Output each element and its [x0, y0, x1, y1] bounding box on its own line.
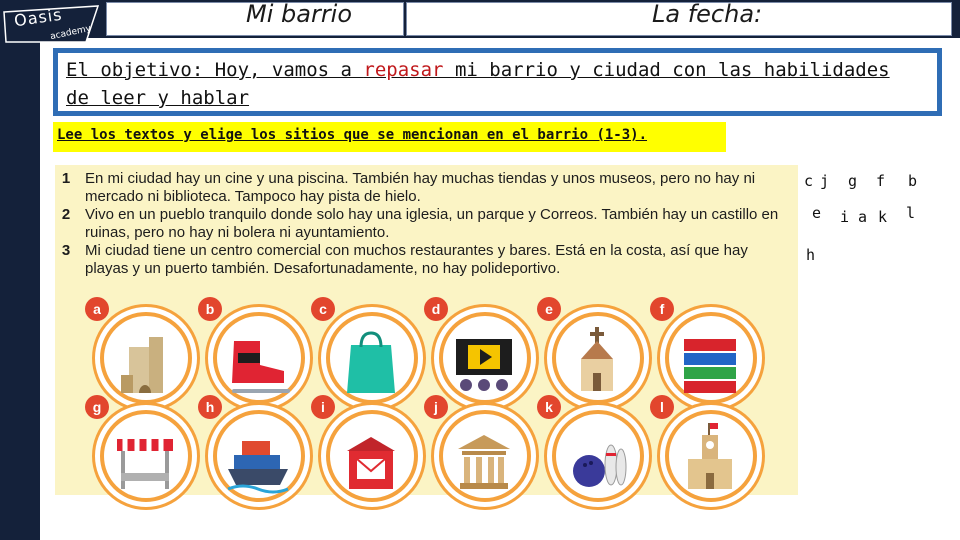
picture-h[interactable] — [198, 395, 316, 513]
picture-letter: j — [424, 395, 448, 419]
picture-k[interactable] — [537, 395, 655, 513]
picture-l[interactable] — [650, 395, 768, 513]
worksheet-panel — [55, 165, 798, 495]
answer-letter: k — [878, 208, 888, 226]
answer-letter: e — [812, 204, 822, 222]
picture-g[interactable] — [85, 395, 203, 513]
picture-letter: a — [85, 297, 109, 321]
picture-letter: c — [311, 297, 335, 321]
answer-letter: g — [848, 172, 858, 190]
text-number: 1 — [61, 170, 71, 187]
picture-letter: i — [311, 395, 335, 419]
logo-sub: academy — [49, 23, 92, 43]
objective-box — [53, 48, 942, 116]
objective-line-2: de leer y hablar — [66, 87, 250, 109]
logo-word: Oasis — [12, 4, 64, 31]
logo — [2, 2, 106, 46]
answer-letter: a — [858, 208, 868, 226]
answer-letter: j — [820, 172, 830, 190]
instruction-strip: Lee los textos y elige los sitios que se mencionan en el barrio (1-3). — [53, 122, 726, 152]
picture-letter: l — [650, 395, 674, 419]
picture-letter: h — [198, 395, 222, 419]
answers-area — [800, 170, 960, 270]
answer-letter: b — [908, 172, 918, 190]
left-rail — [0, 38, 40, 540]
picture-i[interactable] — [311, 395, 429, 513]
picture-letter: f — [650, 297, 674, 321]
text-body: En mi ciudad hay un cine y una piscina. También hay muchas tiendas y unos museos, pero no hay ni mercado ni biblioteca. Tampoco hay pista de hielo. — [85, 170, 756, 205]
date-label: La fecha: — [652, 0, 763, 28]
picture-j[interactable] — [424, 395, 542, 513]
answer-letter: i — [840, 208, 850, 226]
objective-pre: El objetivo: Hoy, vamos a — [66, 59, 364, 81]
objective-line-1 — [66, 56, 929, 84]
text-number: 3 — [61, 242, 71, 259]
picture-letter: d — [424, 297, 448, 321]
objective-highlight: repasar — [363, 59, 455, 81]
picture-letter: e — [537, 297, 561, 321]
text-number: 2 — [61, 206, 71, 223]
picture-letter: k — [537, 395, 561, 419]
text-body: Mi ciudad tiene un centro comercial con muchos restaurantes y bares. Está en la costa, así que hay playas y un puerto también. Desafortunadamente, no hay polideportivo. — [85, 242, 748, 277]
objective-post: mi barrio y ciudad con las habilidades — [454, 59, 890, 81]
answer-letter: l — [906, 204, 916, 222]
picture-letter: b — [198, 297, 222, 321]
answer-letter: f — [876, 172, 886, 190]
page-title: Mi barrio — [246, 0, 353, 28]
picture-letter: g — [85, 395, 109, 419]
text-body: Vivo en un pueblo tranquilo donde solo hay una iglesia, un parque y Correos. También hay un castillo en ruinas, pero no hay ni bolera ni ayuntamiento. — [85, 206, 779, 241]
answer-letter: c — [804, 172, 814, 190]
answer-letter: h — [806, 246, 816, 264]
